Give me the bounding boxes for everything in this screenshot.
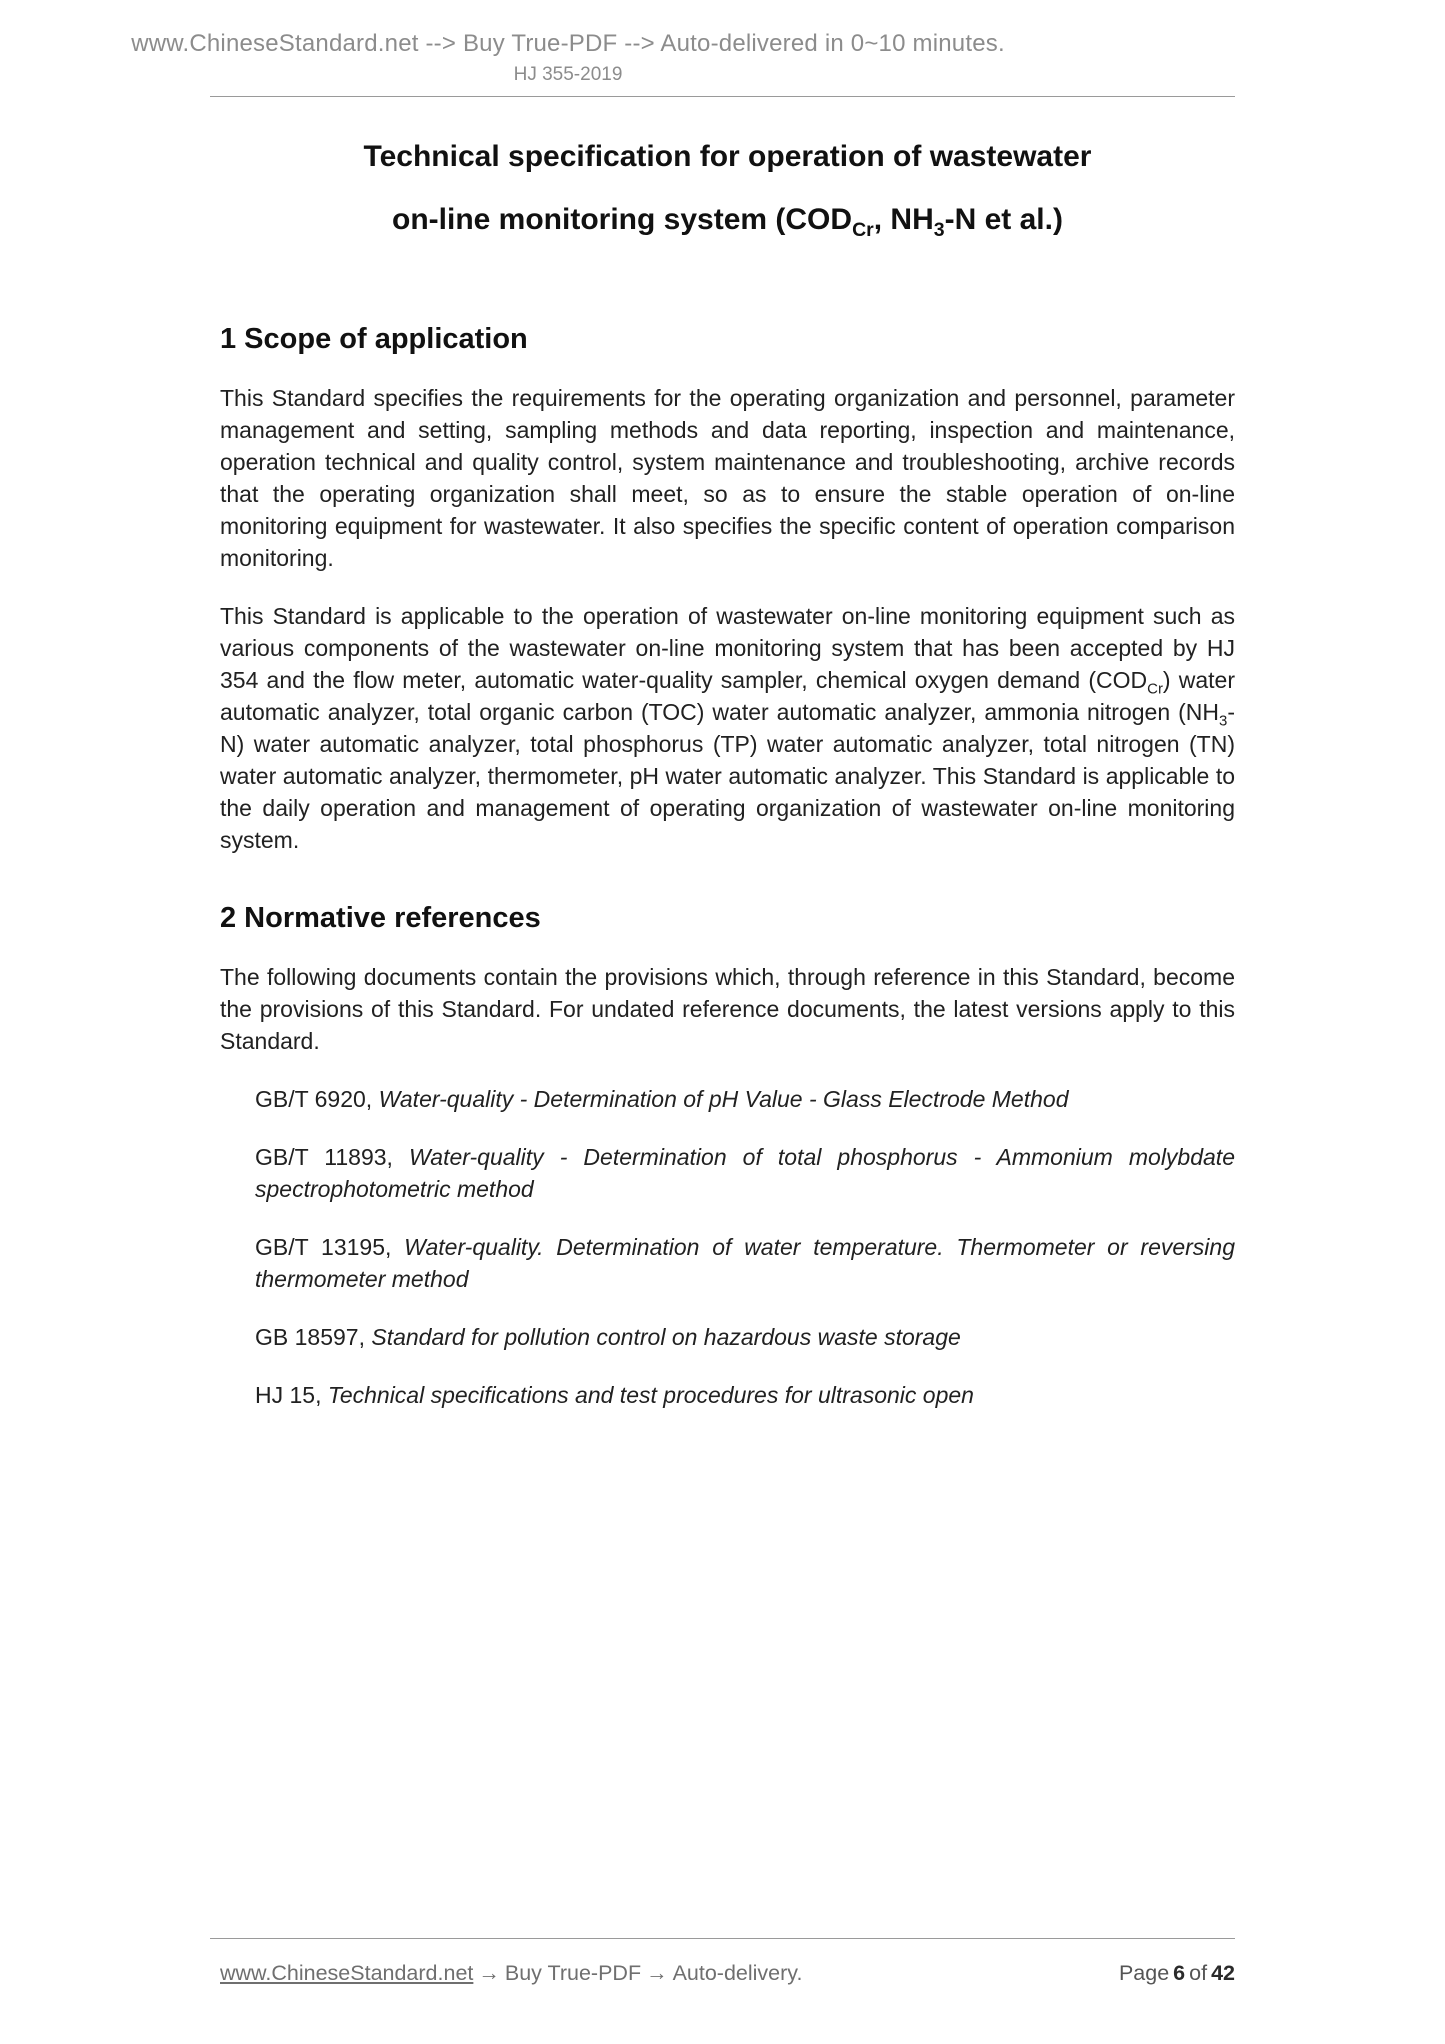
reference-title: Standard for pollution control on hazardous waste storage — [371, 1324, 961, 1350]
header-divider — [210, 96, 1235, 97]
footer-delivery-text: Auto-delivery. — [672, 1961, 803, 1985]
page-total-number: 42 — [1211, 1961, 1235, 1985]
footer-buy-text: Buy True-PDF — [504, 1961, 642, 1985]
section-heading-scope: 1 Scope of application — [220, 323, 528, 355]
document-title — [220, 137, 1235, 239]
scope-paragraph-2: This Standard is applicable to the operation of wastewater on-line monitoring equipment such as various components of the wastewater on-line monitoring system that has been accepted by HJ 354 and the flow meter, automatic water-quality sampler, chemical oxygen demand $(COD_{Cr})$ water automatic analyzer, total organic carbon (TOC) water automatic analyzer, ammonia nitrogen $(NH_3-N)$ water automatic analyzer, total phosphorus (TP) water automatic analyzer, total nitrogen (TN) water automatic analyzer, thermometer, pH water automatic analyzer. This Standard is applicable to the daily operation and management of operating organization of wastewater on-line monitoring system. — [220, 603, 1235, 853]
reference-code: GB/T 6920, — [255, 1086, 373, 1112]
reference-item — [255, 1379, 1235, 1411]
title-line-2: on-line monitoring system ($COD_{Cr}$, $NH_3-N$ et al.) — [392, 203, 1063, 241]
reference-code: GB 18597, — [255, 1324, 365, 1350]
scope-paragraph-1: This Standard specifies the requirements for the operating organization and personnel, parameter management and setting, sampling methods and data reporting, inspection and maintenance, operation technical and quality control, system maintenance and troubleshooting, archive records that the operating organization shall meet, so as to ensure the stable operation of on-line monitoring equipment for wastewater. It also specifies the specific content of operation comparison monitoring. — [220, 385, 1235, 571]
page-indicator — [1115, 1961, 1235, 1986]
reference-item — [255, 1321, 1235, 1353]
reference-title: Water-quality. Determination of water temperature. Thermometer or reversing thermometer method — [255, 1234, 1236, 1292]
footer-row — [220, 1939, 1235, 1986]
reference-item — [255, 1083, 1235, 1115]
reference-title: Water-quality - Determination of pH Value - Glass Electrode Method — [378, 1086, 1069, 1112]
reference-code: GB/T 13195, — [255, 1234, 392, 1260]
footer-promo — [220, 1961, 802, 1986]
page-current-number: 6 — [1173, 1961, 1186, 1985]
reference-code: GB/T 11893, — [255, 1144, 393, 1170]
header-promo-text: www.ChineseStandard.net --> Buy True-PDF --> Auto-delivered in 0~10 minutes. — [131, 30, 1005, 57]
page-label: Page — [1118, 1961, 1170, 1985]
reference-item — [255, 1141, 1235, 1205]
page-header — [0, 0, 1136, 86]
header-standard-number: HJ 355-2019 — [513, 64, 623, 85]
reference-list — [255, 1083, 1235, 1411]
page-footer — [0, 1938, 1445, 1986]
title-line-1: Technical specification for operation of wastewater — [363, 140, 1092, 173]
reference-item — [255, 1231, 1235, 1295]
document-content — [220, 137, 1235, 1411]
arrow-right-icon: → — [478, 1961, 500, 1985]
reference-code: HJ 15, — [255, 1382, 322, 1408]
arrow-right-icon: → — [646, 1961, 668, 1985]
section-heading-references: 2 Normative references — [220, 902, 541, 934]
references-intro: The following documents contain the provisions which, through reference in this Standard, become the provisions of this Standard. For undated reference documents, the latest versions apply to this Standard. — [220, 964, 1235, 1054]
reference-title: Technical specifications and test procedures for ultrasonic open — [327, 1382, 974, 1408]
reference-title: Water-quality - Determination of total phosphorus - Ammonium molybdate spectrophotometric method — [255, 1144, 1235, 1202]
page-of-label: of — [1189, 1961, 1208, 1985]
footer-site-link[interactable]: www.ChineseStandard.net — [220, 1961, 474, 1985]
